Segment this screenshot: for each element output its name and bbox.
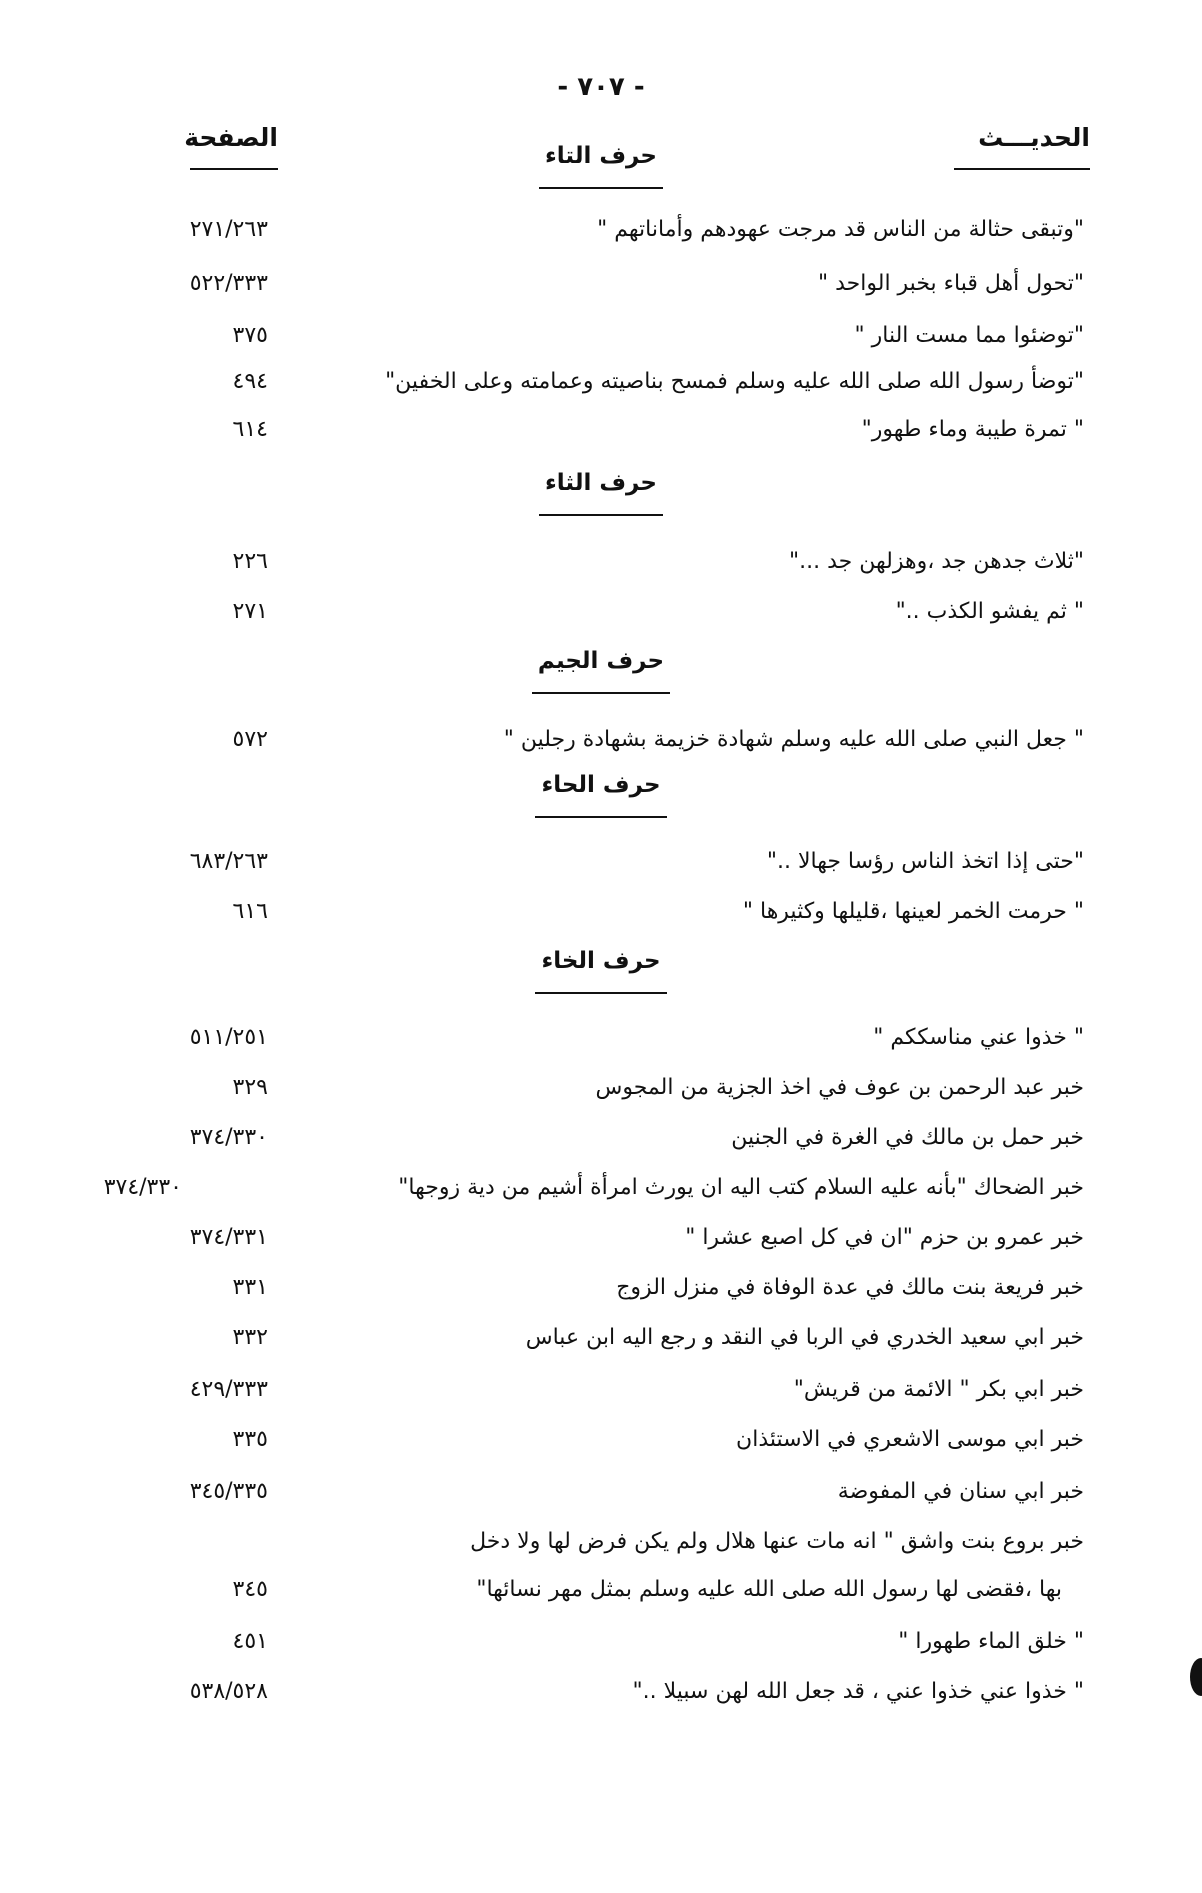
section-title: حرف الجيم [532,648,670,694]
page-reference: ٤٢٩/٣٣٣ [189,1377,268,1402]
index-entry [0,1570,1202,1610]
page-reference: ٣٧٤/٣٣٠ [189,1125,268,1150]
hadith-text: "حتى إذا اتخذ الناس رؤسا جهالا .." [766,849,1084,874]
index-entry [0,1018,1202,1058]
hadith-text: خبر ابي سنان في المفوضة [837,1479,1084,1504]
page-reference: ٤٩٤ [232,369,268,394]
page-reference: ٢٧١/٢٦٣ [189,217,268,242]
index-entry [0,592,1202,632]
page-reference: ٥٢٢/٣٣٣ [189,271,268,296]
hadith-text: "ثلاث جدهن جد ،وهزلهن جد ..." [789,549,1084,574]
page-reference: ٦١٦ [232,899,268,924]
hadith-text: "توضأ رسول الله صلى الله عليه وسلم فمسح بناصيته وعمامته وعلى الخفين" [385,369,1084,394]
page-reference: ٦١٤ [232,417,268,442]
page-reference: ٦٨٣/٢٦٣ [189,849,268,874]
hadith-text: خبر فريعة بنت مالك في عدة الوفاة في منزل الزوج [616,1275,1084,1300]
section-heading-jeem [0,648,1202,694]
index-entry [0,1118,1202,1158]
index-entry [0,892,1202,932]
index-entry [0,1522,1202,1562]
hadith-text: " تمرة طيبة وماء طهور" [861,417,1084,442]
hadith-text: خبر عمرو بن حزم "ان في كل اصبع عشرا " [685,1225,1084,1250]
page-reference: ٣٧٤/٣٣١ [189,1225,268,1250]
section-heading-taa [0,143,1202,189]
page-reference: ٥٧٢ [232,727,268,752]
page-reference: ٢٧١ [232,599,268,624]
index-entry [0,1318,1202,1358]
index-entry [0,362,1202,402]
section-title: حرف الخاء [535,948,666,994]
hadith-column-header: الحديـــث [954,123,1090,170]
page-reference: ٢٢٦ [232,549,268,574]
section-heading-khaa [0,948,1202,994]
index-entry [0,316,1202,356]
page-reference: ٣٧٤/٣٣٠ [103,1175,182,1200]
hadith-text: " جعل النبي صلى الله عليه وسلم شهادة خزيمة بشهادة رجلين " [503,727,1084,752]
index-entry [0,1268,1202,1308]
index-entry [0,210,1202,250]
index-entry [0,1472,1202,1512]
section-heading-haa [0,772,1202,818]
hadith-text: " حرمت الخمر لعينها ،قليلها وكثيرها " [742,899,1084,924]
section-heading-thaa [0,470,1202,516]
hadith-text: خبر ابي موسى الاشعري في الاستئذان [736,1427,1084,1452]
hadith-text: " خلق الماء طهورا " [898,1629,1084,1654]
page-reference: ٣٣١ [232,1275,268,1300]
page-reference: ٥٣٨/٥٢٨ [189,1679,268,1704]
hadith-text: بها ،فقضى لها رسول الله صلى الله عليه وسلم بمثل مهر نسائها" [476,1577,1062,1602]
index-entry [0,1622,1202,1662]
index-entry [0,720,1202,760]
section-title: حرف التاء [539,143,663,189]
hadith-text: خبر حمل بن مالك في الغرة في الجنين [731,1125,1084,1150]
page-reference: ٣٧٥ [232,323,268,348]
page-reference: ٣٤٥/٣٣٥ [189,1479,268,1504]
hadith-text: خبر ابي بكر " الائمة من قريش" [793,1377,1084,1402]
section-title: حرف الحاء [535,772,666,818]
index-entry [0,1218,1202,1258]
index-entry [0,1370,1202,1410]
hadith-text: "توضئوا مما مست النار " [854,323,1084,348]
page-column-header: الصفحة [190,123,278,170]
hadith-text: خبر بروع بنت واشق " انه مات عنها هلال ولم يكن فرض لها ولا دخل [470,1529,1084,1554]
page-reference: ٥١١/٢٥١ [189,1025,268,1050]
hadith-text: خبر عبد الرحمن بن عوف في اخذ الجزية من المجوس [595,1075,1084,1100]
page-reference: ٤٥١ [232,1629,268,1654]
page-reference: ٣٤٥ [232,1577,268,1602]
index-entry [0,1068,1202,1108]
hadith-text: "تحول أهل قباء بخبر الواحد " [818,271,1084,296]
section-title: حرف الثاء [539,470,663,516]
hadith-text: " ثم يفشو الكذب .." [895,599,1084,624]
index-entry [0,410,1202,450]
page-reference: ٣٣٢ [232,1325,268,1350]
index-entry [0,842,1202,882]
index-entry [0,1672,1202,1712]
index-entry [0,264,1202,304]
page-number: - ٧٠٧ - [557,72,645,102]
hadith-text: "وتبقى حثالة من الناس قد مرجت عهودهم وأماناتهم " [597,217,1084,242]
hadith-text: " خذوا عني مناسككم " [873,1025,1084,1050]
page-reference: ٣٢٩ [232,1075,268,1100]
hadith-text: " خذوا عني خذوا عني ، قد جعل الله لهن سبيلا .." [632,1679,1084,1704]
index-entry [0,1420,1202,1460]
index-entry [0,1168,1202,1208]
page-reference: ٣٣٥ [232,1427,268,1452]
hadith-text: خبر ابي سعيد الخدري في الربا في النقد و رجع اليه ابن عباس [525,1325,1084,1350]
index-entry [0,542,1202,582]
hadith-text: خبر الضحاك "بأنه عليه السلام كتب اليه ان يورث امرأة أشيم من دية زوجها" [398,1175,1084,1200]
